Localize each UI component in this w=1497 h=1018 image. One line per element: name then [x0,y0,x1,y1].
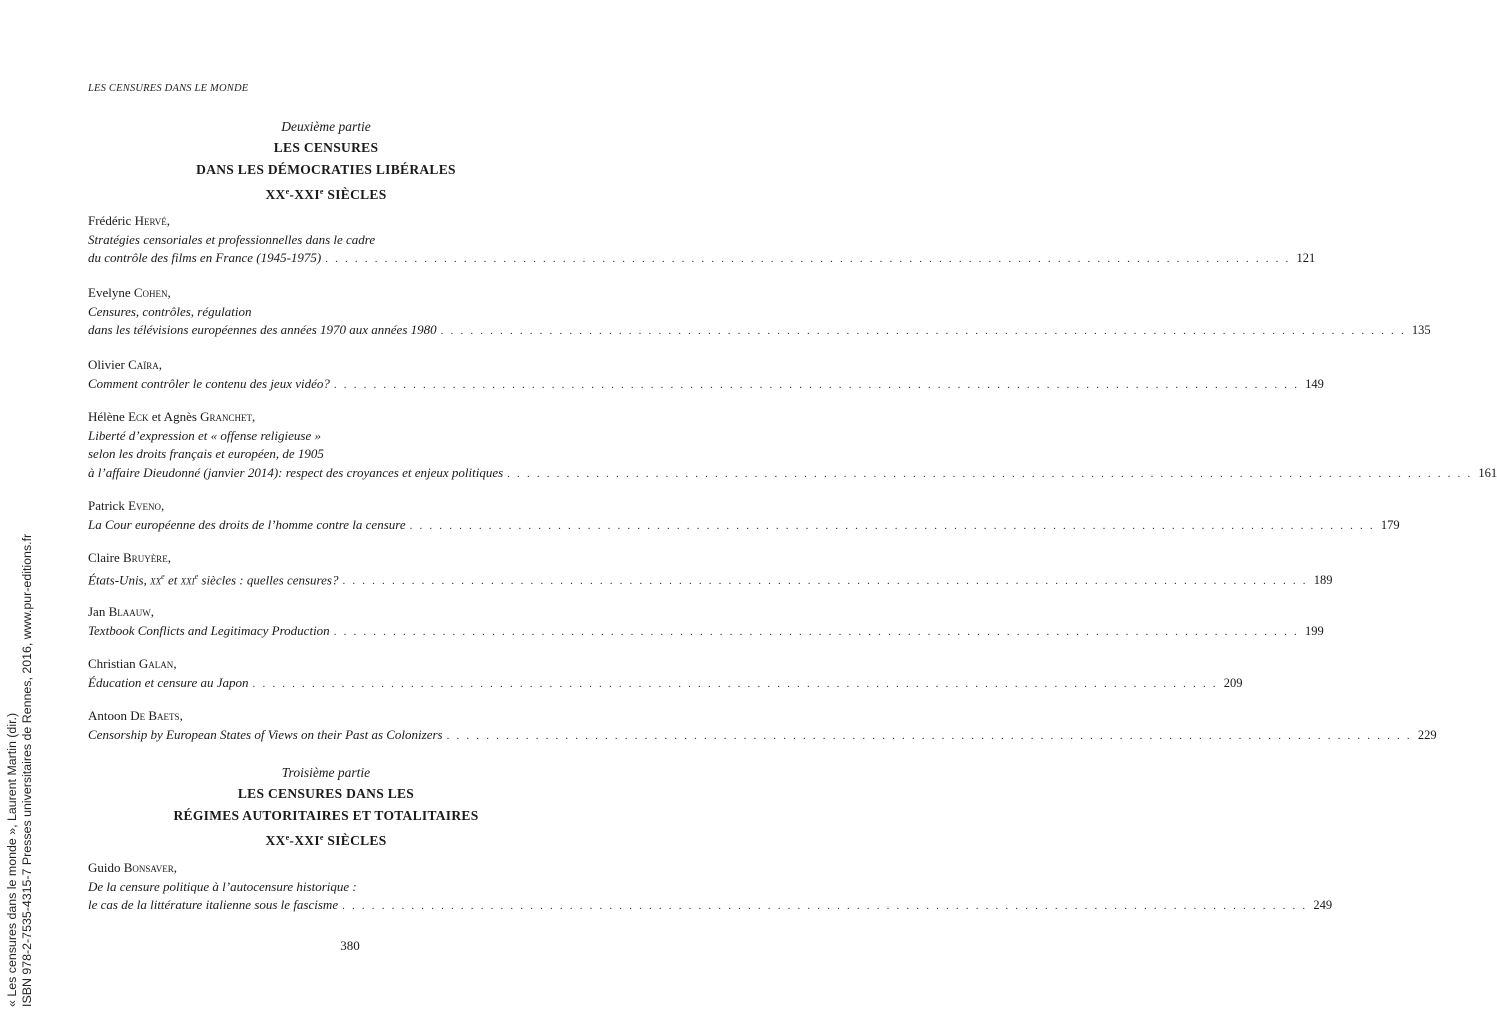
part-three-heading [88,763,564,852]
entry-author: Olivier Caïra, [88,357,162,372]
toc-entry[interactable] [88,284,1431,341]
entry-author: Patrick Eveno, [88,498,165,513]
entry-page-number: 209 [1223,675,1243,690]
entry-leader-line: Censorship by European States of Views on their Past as Colonizers . . . . . . . . . . . . . . . . . . . . . . . . . . . . . . . . . . . . . . . . . . . . . . . . . . . . . . . . . . . . . . . . . . . . . . . . . . . . . . . . . . . . . . . . . . . . . . . . . . 229 [88,726,594,746]
dot-leader: . . . . . . . . . . . . . . . . . . . . . . . . . . . . . . . . . . . . . . . . . . . . . . . . . . . . . . . . . . . . . . . . . . . . . . . . . . . . . . . . . . . . . . . . . . . . . . . . . . [252,677,1218,690]
part-two-heading [88,117,564,206]
entry-title-line: selon les droits français et européen, de 1905 [88,446,324,461]
running-head: LES CENSURES DANS LE MONDE [88,83,249,94]
entry-leader-line: à l’affaire Dieudonné (janvier 2014): respect des croyances et enjeux politiques . . . . . . . . . . . . . . . . . . . . . . . . . . . . . . . . . . . . . . . . . . . . . . . . . . . . . . . . . . . . . . . . . . . . . . . . . . . . . . . . . . . . . . . . . . . . . . . . . . 161 [88,464,594,484]
toc-entry[interactable] [88,603,1324,641]
part-title-line: LES CENSURES [273,140,379,155]
part-label: Deuxième partie [281,119,371,134]
entry-page-number: 161 [1478,465,1497,480]
entry-author: Evelyne Cohen, [88,285,171,300]
entry-author: Guido Bonsaver, [88,860,178,875]
entry-page-number: 229 [1417,727,1437,742]
dot-leader: . . . . . . . . . . . . . . . . . . . . . . . . . . . . . . . . . . . . . . . . . . . . . . . . . . . . . . . . . . . . . . . . . . . . . . . . . . . . . . . . . . . . . . . . . . . . . . . . . . [333,625,1299,638]
entry-title-line: Censures, contrôles, régulation [88,303,252,319]
entry-title-line: De la censure politique à l’autocensure historique : [88,878,357,894]
dot-leader: . . . . . . . . . . . . . . . . . . . . . . . . . . . . . . . . . . . . . . . . . . . . . . . . . . . . . . . . . . . . . . . . . . . . . . . . . . . . . . . . . . . . . . . . . . . . . . . . . . [440,325,1406,337]
part-title-line: LES CENSURES DANS LES [237,786,415,801]
entry-leader-line: le cas de la littérature italienne sous le fascisme . . . . . . . . . . . . . . . . . . . . . . . . . . . . . . . . . . . . . . . . . . . . . . . . . . . . . . . . . . . . . . . . . . . . . . . . . . . . . . . . . . . . . . . . . . . . . . . . . . 249 [88,896,594,916]
dot-leader: . . . . . . . . . . . . . . . . . . . . . . . . . . . . . . . . . . . . . . . . . . . . . . . . . . . . . . . . . . . . . . . . . . . . . . . . . . . . . . . . . . . . . . . . . . . . . . . . . . [325,253,1291,265]
entry-author: Claire Bruyère, [88,550,171,565]
toc-entry[interactable] [88,707,1437,745]
toc-entry[interactable] [88,356,1324,394]
entry-author: Antoon De Baets, [88,708,183,723]
entry-author: Jan Blaauw, [88,604,155,619]
entry-leader-line: Textbook Conflicts and Legitimacy Production . . . . . . . . . . . . . . . . . . . . . . . . . . . . . . . . . . . . . . . . . . . . . . . . . . . . . . . . . . . . . . . . . . . . . . . . . . . . . . . . . . . . . . . . . . . . . . . . . . 199 [88,622,594,642]
entry-page-number: 121 [1296,251,1316,265]
toc-entry[interactable] [88,859,1333,916]
toc-entry[interactable] [88,497,1400,535]
part-centuries: XXe-XXIe SIÈCLES [265,833,387,848]
dot-leader: . . . . . . . . . . . . . . . . . . . . . . . . . . . . . . . . . . . . . . . . . . . . . . . . . . . . . . . . . . . . . . . . . . . . . . . . . . . . . . . . . . . . . . . . . . . . . . . . . . [333,378,1300,391]
entry-leader-line: du contrôle des films en France (1945-1975) . . . . . . . . . . . . . . . . . . . . . . . . . . . . . . . . . . . . . . . . . . . . . . . . . . . . . . . . . . . . . . . . . . . . . . . . . . . . . . . . . . . . . . . . . . . . . . . . . . 121 [88,249,594,269]
part-title-line: DANS LES DÉMOCRATIES LIBÉRALES [196,162,456,177]
part-label: Troisième partie [281,765,371,780]
entry-page-number: 149 [1305,376,1324,391]
entry-leader-line: Comment contrôler le contenu des jeux vidéo? . . . . . . . . . . . . . . . . . . . . . . . . . . . . . . . . . . . . . . . . . . . . . . . . . . . . . . . . . . . . . . . . . . . . . . . . . . . . . . . . . . . . . . . . . . . . . . . . . . 149 [88,375,594,395]
entry-title-line: Stratégies censoriales et professionnelles dans le cadre [88,231,376,247]
toc-entry[interactable] [88,549,1333,590]
entry-author: Hélène Eck et Agnès Granchet, [88,409,256,424]
dot-leader: . . . . . . . . . . . . . . . . . . . . . . . . . . . . . . . . . . . . . . . . . . . . . . . . . . . . . . . . . . . . . . . . . . . . . . . . . . . . . . . . . . . . . . . . . . . . . . . . . . [342,900,1308,912]
dot-leader: . . . . . . . . . . . . . . . . . . . . . . . . . . . . . . . . . . . . . . . . . . . . . . . . . . . . . . . . . . . . . . . . . . . . . . . . . . . . . . . . . . . . . . . . . . . . . . . . . . [507,467,1473,480]
side-citation-line: « Les censures dans le monde », Laurent Martin (dir.) [5,712,19,1007]
side-citation-line: ISBN 978-2-7535-4315-7 Presses universitaires de Rennes, 2016, www.pur-editions.fr [20,533,34,1007]
entry-author: Christian Galan, [88,656,177,671]
entry-author: Frédéric Hervé, [88,213,170,228]
entry-leader-line: États-Unis, $xx^e$ et xxi$^e$ siècles : quelles censures? . . . . . . . . . . . . . . . . . . . . . . . . . . . . . . . . . . . . . . . . . . . . . . . . . . . . . . . . . . . . . . . . . . . . . . . . . . . . . . . . . . . . . . . . . . . . . . . . . . 189 [88,568,594,591]
entry-page-number: 189 [1313,572,1333,587]
entry-leader-line: Éducation et censure au Japon . . . . . . . . . . . . . . . . . . . . . . . . . . . . . . . . . . . . . . . . . . . . . . . . . . . . . . . . . . . . . . . . . . . . . . . . . . . . . . . . . . . . . . . . . . . . . . . . . . 209 [88,674,594,694]
entry-page-number: 199 [1304,623,1324,638]
part-title-line: RÉGIMES AUTORITAIRES ET TOTALITAIRES [173,808,479,823]
page-number: 380 [340,938,360,953]
toc-entry[interactable] [88,655,1243,693]
entry-leader-line: La Cour européenne des droits de l’homme contre la censure . . . . . . . . . . . . . . . . . . . . . . . . . . . . . . . . . . . . . . . . . . . . . . . . . . . . . . . . . . . . . . . . . . . . . . . . . . . . . . . . . . . . . . . . . . . . . . . . . . 179 [88,516,594,536]
toc-entry[interactable] [88,408,1497,483]
entry-leader-line: dans les télévisions européennes des années 1970 aux années 1980 . . . . . . . . . . . . . . . . . . . . . . . . . . . . . . . . . . . . . . . . . . . . . . . . . . . . . . . . . . . . . . . . . . . . . . . . . . . . . . . . . . . . . . . . . . . . . . . . . . 135 [88,321,594,341]
dot-leader: . . . . . . . . . . . . . . . . . . . . . . . . . . . . . . . . . . . . . . . . . . . . . . . . . . . . . . . . . . . . . . . . . . . . . . . . . . . . . . . . . . . . . . . . . . . . . . . . . . [409,519,1375,532]
dot-leader: . . . . . . . . . . . . . . . . . . . . . . . . . . . . . . . . . . . . . . . . . . . . . . . . . . . . . . . . . . . . . . . . . . . . . . . . . . . . . . . . . . . . . . . . . . . . . . . . . . [342,574,1308,587]
dot-leader: . . . . . . . . . . . . . . . . . . . . . . . . . . . . . . . . . . . . . . . . . . . . . . . . . . . . . . . . . . . . . . . . . . . . . . . . . . . . . . . . . . . . . . . . . . . . . . . . . . [446,729,1412,742]
entry-page-number: 135 [1411,323,1431,337]
part-centuries: XXe-XXIe SIÈCLES [265,187,387,202]
side-citation [5,467,35,1007]
entry-page-number: 179 [1380,517,1400,532]
toc-entry[interactable] [88,212,1316,269]
entry-page-number: 249 [1313,898,1333,912]
entry-title-line: Liberté d’expression et « offense religieuse » [88,427,321,443]
